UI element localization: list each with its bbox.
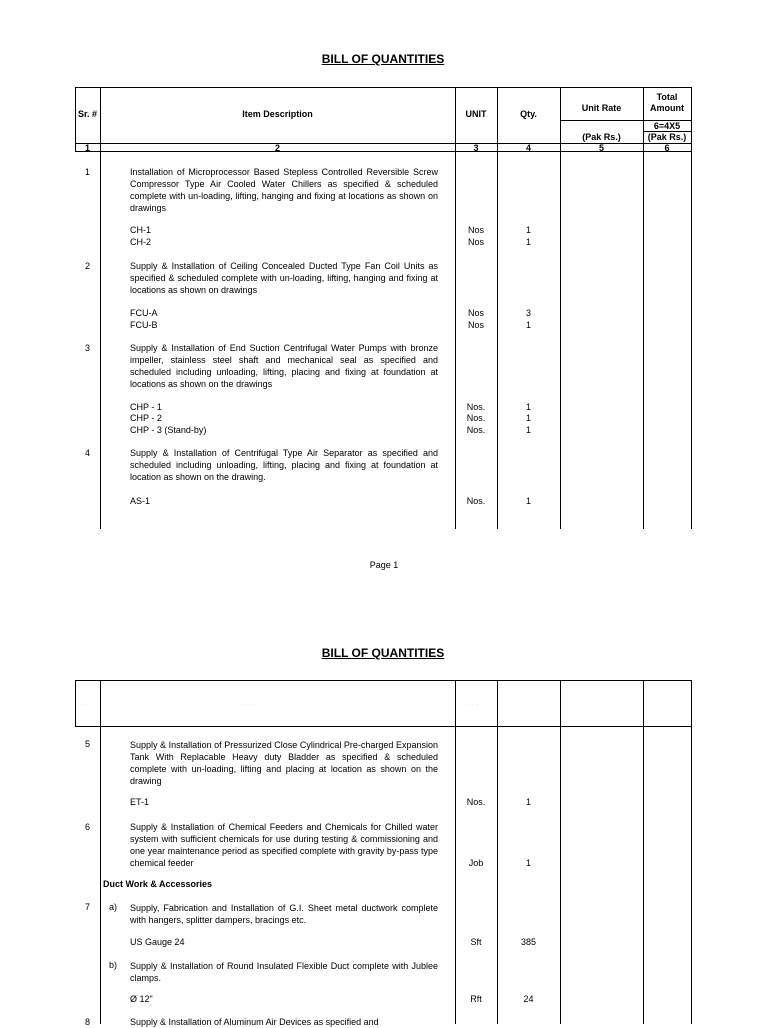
ghost-mark: · — [523, 701, 526, 708]
item-sr: 6 — [84, 822, 90, 832]
col-divider — [497, 680, 498, 1024]
item-sr: 7 — [84, 902, 90, 912]
col-divider — [75, 87, 76, 151]
header-formula: 6=4X5 — [653, 121, 681, 131]
sub-item-unit: Nos. — [466, 413, 486, 423]
sub-item-unit: Nos. — [466, 496, 486, 506]
col-number: 4 — [525, 143, 531, 153]
sub-item-name: CHP - 1 — [130, 402, 162, 412]
col-number: 6 — [664, 143, 670, 153]
col-number: 3 — [473, 143, 479, 153]
item-sr: 4 — [84, 448, 90, 458]
item-unit: Job — [468, 858, 484, 868]
header-rule — [75, 726, 692, 727]
ghost-mark: · · · · · — [240, 701, 260, 708]
item-qty: 1 — [525, 858, 531, 868]
sub-item-qty: 385 — [520, 937, 537, 947]
sub-item-qty: 24 — [523, 994, 534, 1004]
sub-item-qty: 1 — [525, 425, 531, 435]
item-description: Installation of Microprocessor Based Stepless Controlled Reversible Screw Compressor Type Air Cooled Water Chillers as specified & scheduled complete with un-loading, lifting, hanging and fixing at locations as shown on drawings — [130, 167, 438, 213]
col-divider — [75, 680, 76, 726]
table-border-top — [75, 680, 692, 681]
sub-item-name: CH-1 — [130, 225, 152, 235]
sub-item-name: FCU-A — [130, 308, 158, 318]
sub-item-unit: Sft — [470, 937, 482, 947]
col-divider — [560, 680, 561, 1024]
sub-item-name: FCU-B — [130, 320, 158, 330]
item-description: Supply & Installation of Aluminum Air Devices as specified and — [130, 1017, 379, 1027]
sub-item-unit: Nos — [467, 308, 484, 318]
header-sr: Sr. # — [77, 109, 97, 119]
sub-item-description: Supply, Fabrication and Installation of G.I. Sheet metal ductwork complete with hangers, splitter dampers, bracings etc. — [130, 903, 438, 925]
sub-item-name: Ø 12" — [130, 994, 153, 1004]
sub-item-qty: 1 — [525, 797, 531, 807]
table-border-top — [75, 87, 692, 88]
item-description: Supply & Installation of Pressurized Close Cylindrical Pre-charged Expansion Tank With Replacable Heavy duty Bladder as specified & scheduled complete with un-loading, lifting and placing at location as shown on the drawing — [130, 740, 438, 786]
col-number: 5 — [598, 143, 604, 153]
sub-item-name: AS-1 — [130, 496, 151, 506]
sub-item-unit: Rft — [470, 994, 482, 1004]
item-sr: 2 — [84, 261, 90, 271]
header-pak-rs: (Pak Rs.) — [647, 132, 687, 142]
item-description: Supply & Installation of End Suction Centrifugal Water Pumps with bronze impeller, stainless steel shaft and mechanical seal as specified and scheduled including unloading, lifting, placing and fixing at foundation at locations as shown on the drawings — [130, 343, 438, 389]
header-total: Total — [656, 92, 678, 102]
page-title: BILL OF QUANTITIES — [321, 52, 445, 66]
sub-item-letter: b) — [109, 960, 118, 970]
sub-item-description: Supply & Installation of Round Insulated Flexible Duct complete with Jublee clamps. — [130, 961, 438, 983]
header-pak-rs: (Pak Rs.) — [582, 132, 621, 142]
sub-item-unit: Nos. — [466, 425, 486, 435]
sub-item-qty: 1 — [525, 413, 531, 423]
ghost-mark: · · — [80, 701, 87, 708]
sub-item-name: ET-1 — [130, 797, 150, 807]
sub-item-name: CHP - 2 — [130, 413, 162, 423]
sub-item-qty: 3 — [525, 308, 531, 318]
sub-item-name: CHP - 3 (Stand-by) — [130, 425, 207, 435]
page-title: BILL OF QUANTITIES — [321, 646, 445, 660]
section-heading: Duct Work & Accessories — [103, 879, 213, 889]
col-divider — [100, 680, 101, 1024]
item-sr: 5 — [84, 739, 90, 749]
header-unit-rate: Unit Rate — [581, 103, 622, 113]
item-sr: 3 — [84, 343, 90, 353]
page-footer: Page 1 — [369, 560, 399, 570]
sub-item-unit: Nos — [467, 237, 484, 247]
col-divider — [691, 87, 692, 529]
item-sr: 1 — [84, 167, 90, 177]
sub-item-unit: Nos — [467, 225, 484, 235]
item-description: Supply & Installation of Centrifugal Type Air Separator as specified and scheduled including unloading, lifting, placing and fixing at foundation at location as shown on the drawing. — [130, 448, 438, 482]
sub-item-unit: Nos — [467, 320, 484, 330]
col-divider — [100, 87, 101, 529]
col-number: 1 — [84, 143, 90, 153]
header-unit: UNIT — [465, 109, 487, 119]
sub-item-qty: 1 — [525, 225, 531, 235]
sub-item-qty: 1 — [525, 320, 531, 330]
sub-item-unit: Nos. — [466, 797, 486, 807]
sub-item-name: US Gauge 24 — [130, 937, 185, 947]
header-amount: Amount — [650, 103, 684, 113]
sub-item-qty: 1 — [525, 237, 531, 247]
col-divider — [691, 680, 692, 1024]
header-qty: Qty. — [520, 109, 537, 119]
col-divider — [455, 680, 456, 1024]
sub-item-name: CH-2 — [130, 237, 152, 247]
item-sr: 8 — [84, 1017, 90, 1027]
sub-item-letter: a) — [109, 902, 118, 912]
header-item-description: Item Description — [242, 109, 313, 119]
ghost-mark: · · · · — [463, 701, 479, 708]
col-divider — [643, 87, 644, 529]
sub-item-unit: Nos. — [466, 402, 486, 412]
item-description: Supply & Installation of Ceiling Concealed Ducted Type Fan Coil Units as specified & scheduled complete with un-loading, lifting, hanging and fixing at locations as shown on drawings — [130, 261, 438, 295]
col-number: 2 — [274, 143, 280, 153]
col-divider — [560, 87, 561, 529]
sub-item-qty: 1 — [525, 496, 531, 506]
item-description: Supply & Installation of Chemical Feeders and Chemicals for Chilled water system with sufficient chemicals for use during testing & commissioning and one year maintenance period as specified complete with gravity by-pass type chemical feeder — [130, 822, 438, 868]
sub-item-qty: 1 — [525, 402, 531, 412]
col-divider — [643, 680, 644, 1024]
